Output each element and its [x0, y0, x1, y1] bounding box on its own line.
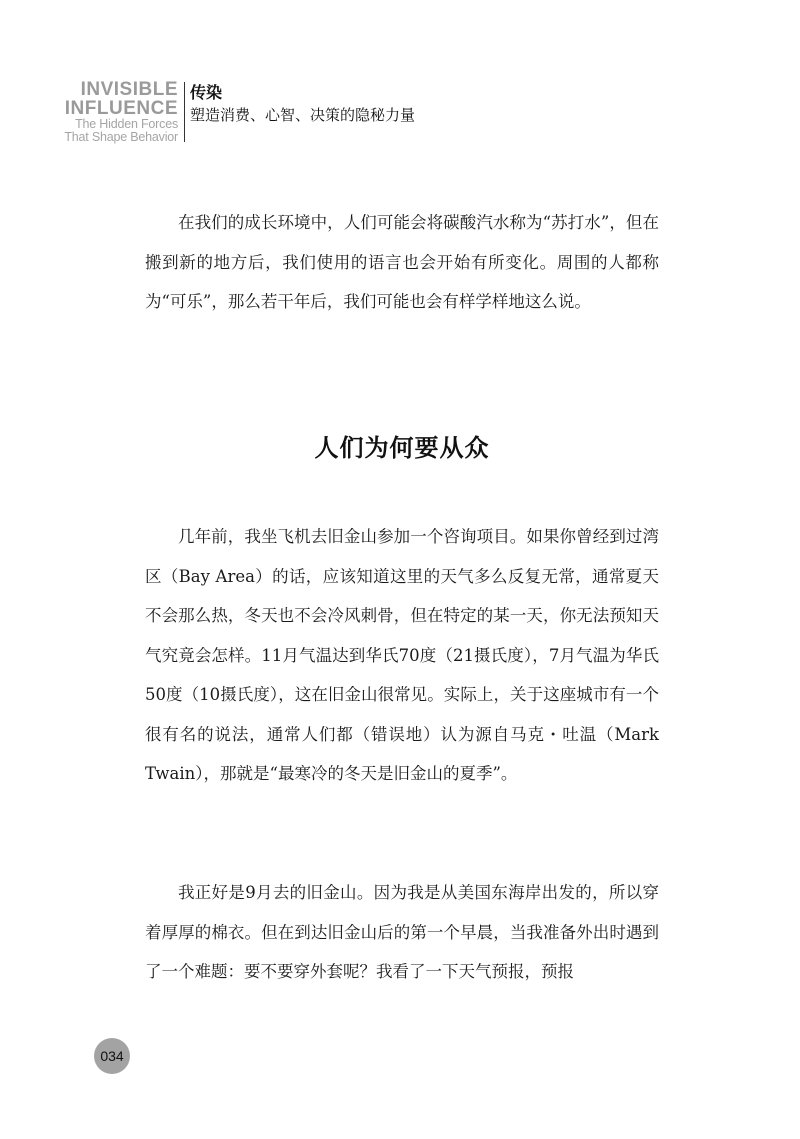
- body-paragraph-2: 几年前，我坐飞机去旧金山参加一个咨询项目。如果你曾经到过湾区（Bay Area）的话，应该知道这里的天气多么反复无常，通常夏天不会那么热，冬天也不会冷风刺骨，但在特定的某一天，你无法预知天气究竟会怎样。11月气温达到华氏70度（21摄氏度），7月气温为华氏50度（10摄氏度），这在旧金山很常见。实际上，关于这座城市有一个很有名的说法，通常人们都（错误地）认为源自马克・吐温（Mark Twain），那就是“最寒冷的冬天是旧金山的夏季”。: [145, 527, 659, 783]
- book-title: 传染: [190, 83, 223, 102]
- section-heading: 人们为何要从众: [314, 434, 490, 462]
- book-subtitle: 塑造消费、心智、决策的隐秘力量: [190, 106, 416, 124]
- logo-tagline-2: That Shape Behavior: [64, 130, 178, 144]
- page-number: 034: [94, 1038, 130, 1074]
- book-logo: [52, 80, 178, 144]
- logo-tagline-1: The Hidden Forces: [75, 117, 178, 131]
- body-paragraph-3: 我正好是9月去的旧金山。因为我是从美国东海岸出发的，所以穿着厚厚的棉衣。但在到达旧金山后的第一个早晨，当我准备外出时遇到了一个难题：要不要穿外套呢？我看了一下天气预报，预报: [145, 883, 659, 981]
- logo-line-influence: INFLUENCE: [64, 98, 178, 119]
- body-paragraph-1: 在我们的成长环境中，人们可能会将碳酸汽水称为“苏打水”，但在搬到新的地方后，我们使用的语言也会开始有所变化。周围的人都称为“可乐”，那么若干年后，我们可能也会有样学样地这么说。: [145, 213, 659, 311]
- header-text: [190, 82, 415, 126]
- header-divider: [184, 82, 185, 142]
- logo-line-invisible: INVISIBLE: [80, 79, 178, 100]
